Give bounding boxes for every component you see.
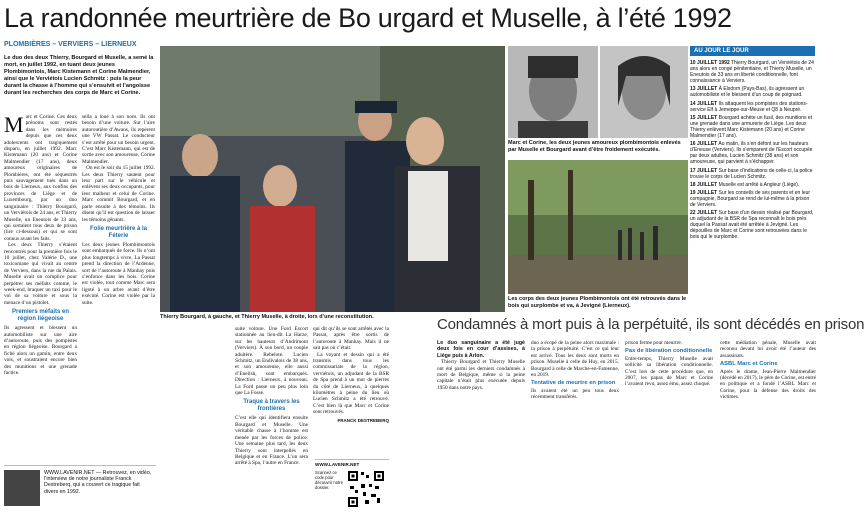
promo-title: WWW.LAVENIR.NET xyxy=(315,462,360,467)
photo-illustration xyxy=(508,160,688,294)
timeline-text: Sur base d’un dessin réalisé par Bourgard, un adjudant de la BSR de Spa reconnaît le bois près duquel la Passat avait été arrêtée à Jevigné. Les dépouilles de Marc et Corine sont retrouvées dans le bois qui le surplombe. xyxy=(690,210,814,241)
photo-woods xyxy=(508,160,688,294)
intertitle: Traque à travers les frontières xyxy=(243,399,300,413)
timeline-date: 19 JUILLET xyxy=(690,189,718,196)
timeline-date: 15 JUILLET xyxy=(690,114,718,121)
paragraph: Thierry Bourgard et Thierry Muselle ont été parmi les derniers condamnés à mort de Belgique, même si la peine capitale n’était plus exécutée depuis 1950 dans notre pays. xyxy=(437,359,525,391)
timeline-entry xyxy=(690,190,816,208)
paragraph: Après le drame, Jean-Pierre Malmendier (décédé en 2017), le père de Corine, est entré en politique et a fondé l’ASBL Marc et Corine, pour la défense des droits des victimes. xyxy=(720,368,816,401)
subtitle: Tentative de meurtre en prison xyxy=(531,380,616,387)
article-kicker: PLOMBIÈRES – VERVIERS – LIERNEUX xyxy=(4,41,137,48)
timeline-title: AU JOUR LE JOUR xyxy=(690,46,815,56)
timeline-date: 14 JUILLET xyxy=(690,100,718,107)
portrait-illustration xyxy=(508,46,598,138)
timeline-date: 10 JUILLET 1992 xyxy=(690,60,730,66)
text-column-1 xyxy=(4,114,77,464)
paragraph: prison ferme pour meurtre. xyxy=(625,340,683,346)
timeline-date: 17 JUILLET xyxy=(690,167,718,174)
video-promo-box[interactable] xyxy=(4,465,156,511)
paragraph: qui dit qu’ils se sont arrêtés avec la Passat, après être sortis de l’autoroute à Manhay. Mais il ne sait pas où c’était. xyxy=(313,326,389,352)
timeline-box xyxy=(690,60,816,243)
text-column-2 xyxy=(82,114,155,464)
photo-reconstitution xyxy=(160,46,505,312)
timeline-entry xyxy=(690,141,816,165)
timeline-date: 18 JUILLET xyxy=(690,181,718,188)
paragraph: sella a loué à son nom. Ils ont besoin d’une voiture. Sur l’aire autoroutière d’Awans, ils repèrent une VW Passat. Le conducteur s’est arrêté pour un besoin urgent. C’est Marc Kistemann, qui est de sortie avec son amoureuse, Corine Malmendier. xyxy=(82,114,155,165)
promo-text: Scannez ce code pour découvrir notre dossier. xyxy=(315,470,343,490)
timeline-text: Thierry Bourgard, un Verviétois de 24 ans alors en congé pénitentiaire, et Thierry Muselle, un Eneutois de 33 ans en liberté conditionnelle, font connaissance à Verviers. xyxy=(690,60,814,85)
paragraph: suite voiture. Une Ford Escort stationnée au lieu-dit La Harze, sur les hauteurs d’Andrimont (Verviers). À son bord, un couple adultère. Rebelote. Lucien Schmitz, un Endivalois de 38 ans, et son amoureuse, elle aussi d’Eneilsh, sont embarqués. Direction : Lierneux, à nouveau. La Ford passe un peu plus loin que La Fosse. xyxy=(235,326,308,397)
paragraph: Les deux jeunes Plombimontois sont embarqués de force. Ils n’ont plus longtemps à vivre. La Passat prend la direction de l’Ardenne, sort de l’autoroute à Manhay puis s’enfonce dans les bois. Corine est violée, tout comme Marc sera ligoté à un arbre avant d’être exécuté. Corine est violée par la suite. xyxy=(82,241,155,306)
paragraph: Ils avaient été un peu tous deux récemment transférés. xyxy=(531,387,619,401)
paragraph: On est le soir du 15 juillet 1992. Les deux Thierry sautent pour leur part sur le véhicule et enlèvent ses deux occupants, pour leur malheur et celui de Corine. Marc commit Bourgard, et en parle ensuite à des témoins. Ils disent qu’il est question de laisser les témoins gênants. xyxy=(82,165,155,223)
article-lead: Le duo des deux Thierry, Bourgard et Muselle, a semé la mort, en juillet 1992, en tuant deux jeunes Plombimontois, Marc Kistemann et Corine Malmendier, ainsi que le Verviétois Lucien Schmitz : puis la peur durant la chasse à l’homme qui s’ensuivit et l’angoisse durant les recherches des corps de Marc et Corine. xyxy=(4,55,154,96)
timeline-entry xyxy=(690,115,816,139)
timeline-text: Bourgard achète un fusil, des munitions et une grenade dans une armurerie de Liège. Les deux Thierry enlèvent Marc Kistemann (20 ans) et Corine Malmendier (17 ans). xyxy=(690,114,813,140)
author-signature: FRANCK DESTREBERQ xyxy=(337,417,389,423)
qr-promo-box[interactable] xyxy=(315,459,389,512)
timeline-entry xyxy=(690,86,816,98)
photo-illustration xyxy=(160,46,505,312)
text-column-3 xyxy=(235,326,308,510)
portrait-illustration xyxy=(600,46,688,138)
paragraph: Les deux Thierry s’étaient rencontrés pour la première fois le 10 juillet, chez Valérie D., une toxicomane qui vivait au centre de Verviers, dans la rue du Palais. Muselle avait un complice pour perpétrer ses méfaits comme, le week-end, braquer un taxi pour le vol de sa voiture et sous la menace d’un pistolet. xyxy=(4,242,77,306)
paragraph: C’est elle qui identifiera ensuite Bourgard et Muselle. Une véritable chasse à l’homme est menée par les forces de police. Une semaine plus tard, les deux Thierry sont interpellés en Belgique et en France. L’un sera arrêté à Spa, l’autre en France. xyxy=(235,415,308,467)
timeline-text: Sur base d’indications de celle-ci, la police trouve le corps de Lucien Schmitz. xyxy=(690,167,813,180)
paragraph: duo a écopé de la peine alors maximale : la prison à perpétuité. C’est ce qui leur est arrivé. Tous les deux sont morts en prison. Muselle à celle de Huy, en 2015. Bourgard à celle de Marche-en-Famenne, en 2019. xyxy=(531,340,619,379)
timeline-entry xyxy=(690,210,816,240)
paragraph-lead: Le duo sanguinaire a été jugé deux fois en cour d’assises, à Liège puis à Arlon. xyxy=(437,340,525,359)
intertitle: Premiers méfaits en région liégeoise xyxy=(11,309,70,323)
timeline-date: 16 JUILLET xyxy=(690,141,718,148)
sub-column-3 xyxy=(625,340,713,510)
qr-code-icon[interactable] xyxy=(347,470,385,508)
sub-column-2 xyxy=(531,340,619,510)
timeline-text: Au matin, ils s’en défont sur les hauteurs d’Eneuse (Verviers). Ils s’emparent de l’Escort occupée par deux adultes, Lucien Schmitz (38 ans) et son amoureuse, qui parvient à s’échapper. xyxy=(690,141,813,166)
timeline-text: À Elsdorn (Pays-Bas), ils agressent un automobiliste et le blessent d’un coup de poignard. xyxy=(690,86,805,99)
paragraph: Entre-temps, Thierry Muselle avait sollicité sa libération conditionnelle. C’est lors de cette procédure que, en 2007, les papas de Marc et Corine l’avaient revu, assez ému, assez choqué. xyxy=(625,355,713,388)
timeline-text: Sur les conseils de ses parents et en leur compagnie, Bourgard se rend de lui-même à la prison de Verviers. xyxy=(690,189,811,208)
timeline-date: 13 JUILLET xyxy=(690,86,718,93)
timeline-entry xyxy=(690,182,816,188)
photo-caption-woods: Les corps des deux jeunes Plombimontois ont été retrouvés dans le bois qui surplombe et va, à Jevigné (Lierneux). xyxy=(508,296,687,309)
paragraph: Ils agressent et blessent un automobiliste sur une aire d’autoroute, puis des pompistes en région liégeoise. Bourgard a fiché alors un gamin, entre deux vols, et soustraient encore bien des munitions et une grenade factice. xyxy=(4,325,77,377)
dropcap: M xyxy=(4,112,24,137)
sub-article-headline: Condamnés à mort puis à la perpétuité, ils sont décédés en prison xyxy=(437,316,864,333)
photo-caption-victims: Marc et Corine, les deux jeunes amoureux plombimontois enlevés par Muselle et Bourgard avant d’être froidement exécutés. xyxy=(508,140,681,153)
sub-column-1 xyxy=(437,340,525,510)
paragraph: arc et Corine. Ces deux prénoms sont restés dans les mémoires depuis que ces deux adolescents ont tragiquement disparu, en juillet 1992. Marc Kistemann (20 ans) et Corine Malmendier (17 ans), deux amoureux originaires de Plombières, ont été séquestrés puis sauvagement tués dans un bois de Lierneux, aux confins des provinces de Liège et de Luxembourg, par un duo sanguinaire : Thierry Bourgard, un Verviétois de 24 ans, et Thierry Muselle, un Eneutois de 33 ans, qui sortaient tous deux de prison (lire ci-dessous) et qui se sont connus avant les faits. xyxy=(4,114,77,242)
timeline-entry xyxy=(690,60,816,84)
paragraph: cette médiation pénale, Muselle avait reconnu devant lui avoir été l’auteur des assassinats. xyxy=(720,340,816,359)
text-column-4 xyxy=(313,326,389,456)
photo-caption-reconstitution: Thierry Bourgard, à gauche, et Thierry Muselle, à droite, lors d’une reconstitution. xyxy=(160,314,374,320)
timeline-entry xyxy=(690,101,816,113)
promo-text: WWW.LAVENIR.NET — Retrouvez, en vidéo, l’interview de notre journaliste Franck Destreberq, qui a couvert ce tragique fait divers en 1992. xyxy=(44,470,152,495)
timeline-entry xyxy=(690,168,816,180)
timeline-date: 22 JUILLET xyxy=(690,210,718,217)
portrait-corine xyxy=(600,46,688,138)
article-headline: La randonnée meurtrière de Bo urgard et Muselle, à l’été 1992 xyxy=(4,3,732,33)
paragraph: La voyant et dessin qui a été transmis dans tous les commissariats de la région, verviétois, un adjudant de la BSR de Spa prend à un mur de pierres du côté de Lierneux, à quelques kilomètres à peine du lieu où Lucien Schmitz a été retrouvé. C’est bien là que Marc et Corine sont retrouvés. xyxy=(313,351,389,416)
subtitle: ASBL Marc et Corine xyxy=(720,361,778,368)
sub-column-4 xyxy=(720,340,816,510)
video-thumbnail[interactable] xyxy=(4,470,40,506)
timeline-text: Ils attaquent les pompistes des stations-service Elf à Jemeppe-sur-Meuse et Q8 à Neupré. xyxy=(690,100,808,113)
portrait-marc xyxy=(508,46,598,138)
intertitle: Folie meurtrière à la Féterie xyxy=(89,225,148,239)
subtitle: Pas de libération conditionnelle xyxy=(625,348,713,355)
timeline-text: Muselle est arrêté à Angleur (Liège). xyxy=(718,181,800,188)
